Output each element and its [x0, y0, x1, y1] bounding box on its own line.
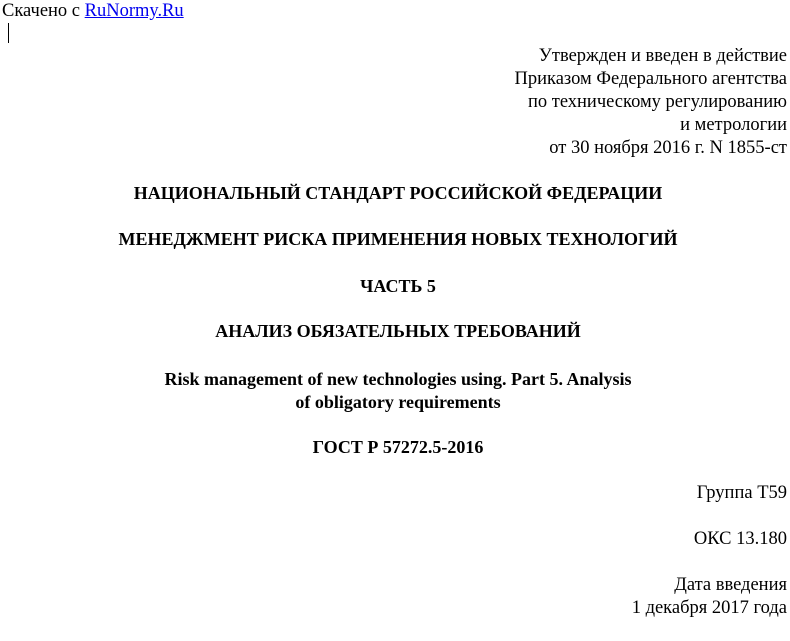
standard-heading: НАЦИОНАЛЬНЫЙ СТАНДАРТ РОССИЙСКОЙ ФЕДЕРАЦИИ — [133, 183, 663, 203]
text-cursor — [8, 23, 9, 43]
standard-part: ЧАСТЬ 5 — [360, 276, 436, 296]
oks-label: ОКС 13.180 — [693, 529, 787, 549]
effective-date-value: 1 декабря 2017 года — [631, 598, 787, 618]
download-line — [2, 0, 184, 23]
download-prefix: Скачено с — [2, 1, 81, 21]
group-label: Группа Т59 — [696, 483, 787, 503]
standard-title: МЕНЕДЖМЕНТ РИСКА ПРИМЕНЕНИЯ НОВЫХ ТЕХНОЛОГИЙ — [118, 229, 678, 249]
standard-subtitle: АНАЛИЗ ОБЯЗАТЕЛЬНЫХ ТРЕБОВАНИЙ — [215, 321, 581, 341]
english-title-line-1: Risk management of new technologies using. Part 5. Analysis — [164, 369, 632, 389]
approval-line-4: и метрологии — [680, 115, 787, 135]
english-title-line-2: of obligatory requirements — [295, 392, 501, 412]
approval-line-5: от 30 ноября 2016 г. N 1855-ст — [549, 138, 787, 158]
runormy-link[interactable]: RuNormy.Ru — [84, 1, 184, 21]
effective-date-label: Дата введения — [674, 575, 787, 595]
standard-code: ГОСТ Р 57272.5-2016 — [312, 437, 484, 457]
approval-line-2: Приказом Федерального агентства — [514, 69, 787, 89]
approval-line-3: по техническому регулированию — [527, 92, 787, 112]
approval-line-1: Утвержден и введен в действие — [538, 46, 787, 66]
